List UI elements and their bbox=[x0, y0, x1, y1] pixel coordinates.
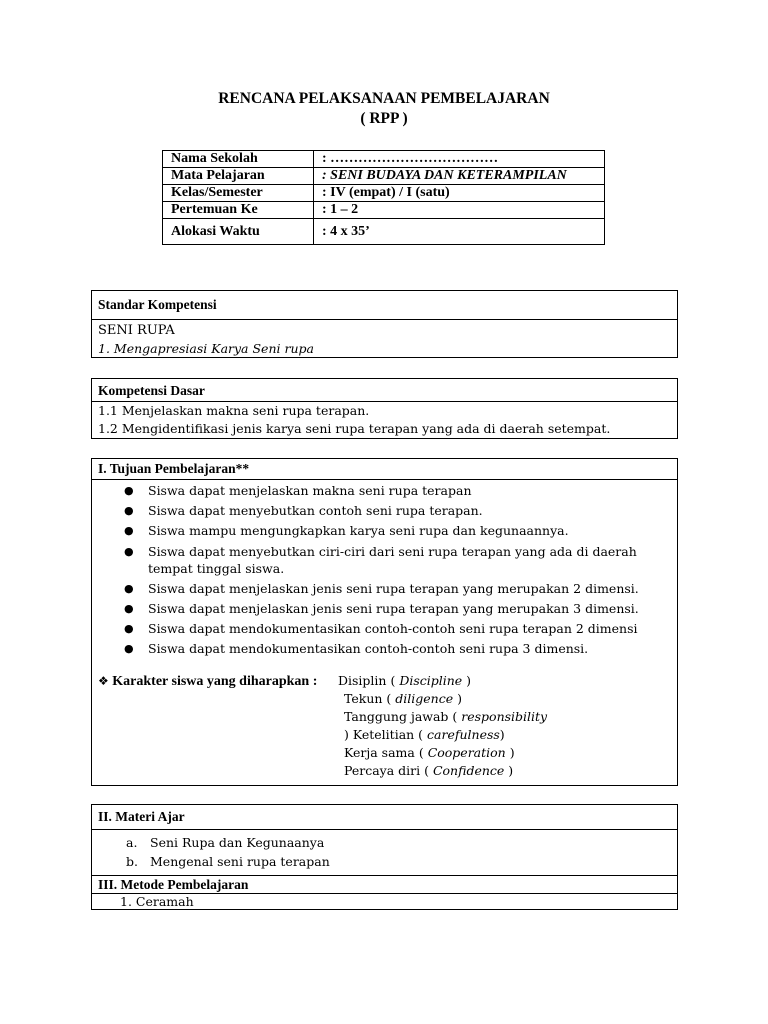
info-row bbox=[163, 202, 605, 219]
document-title: RENCANA PELAKSANAAN PEMBELAJARAN bbox=[218, 90, 550, 107]
bullet-icon: ● bbox=[124, 524, 134, 537]
karakter-block bbox=[98, 672, 671, 777]
section-body bbox=[92, 830, 677, 876]
info-label: Pertemuan Ke bbox=[163, 202, 314, 219]
bullet-icon: ● bbox=[124, 582, 134, 595]
section-header: I. Tujuan Pembelajaran** bbox=[92, 459, 677, 480]
bullet-icon: ● bbox=[124, 484, 134, 497]
info-row bbox=[163, 151, 605, 168]
karakter-item: Percaya diri ( Confidence ) bbox=[344, 763, 514, 778]
bullet-icon: ● bbox=[124, 545, 134, 558]
info-label: Nama Sekolah bbox=[163, 151, 314, 168]
info-label: Mata Pelajaran bbox=[163, 168, 314, 185]
competency-item: 1.2 Mengidentifikasi jenis karya seni rupa terapan yang ada di daerah setempat. bbox=[98, 421, 611, 436]
competency-item: 1. Mengapresiasi Karya Seni rupa bbox=[98, 341, 314, 356]
kompetensi-dasar-box bbox=[91, 378, 678, 439]
bullet-icon: ● bbox=[124, 602, 134, 615]
list-item: b. Mengenal seni rupa terapan bbox=[126, 854, 330, 869]
karakter-list bbox=[338, 672, 548, 780]
materi-metode-box bbox=[91, 804, 678, 910]
list-item: ● Siswa dapat menjelaskan makna seni rupa terapan bbox=[124, 481, 671, 501]
tujuan-box bbox=[91, 458, 678, 786]
materi-list bbox=[98, 833, 671, 871]
section-header: Standar Kompetensi bbox=[92, 291, 677, 320]
info-value: : IV (empat) / I (satu) bbox=[314, 185, 605, 202]
list-item: ● Siswa dapat mendokumentasikan contoh-contoh seni rupa 3 dimensi. bbox=[124, 639, 671, 659]
karakter-item: Disiplin ( Discipline ) bbox=[338, 673, 472, 688]
objective-list bbox=[98, 481, 671, 659]
info-label: Alokasi Waktu bbox=[163, 219, 314, 245]
list-item: ● Siswa dapat menjelaskan jenis seni rupa terapan yang merupakan 2 dimensi. bbox=[124, 579, 671, 599]
info-value: : ……………………………… bbox=[314, 151, 605, 168]
competency-area: SENI RUPA bbox=[98, 323, 175, 338]
competency-item: 1.1 Menjelaskan makna seni rupa terapan. bbox=[98, 403, 370, 418]
karakter-item: Tekun ( diligence ) bbox=[344, 691, 462, 706]
karakter-item: Kerja sama ( Cooperation ) bbox=[344, 745, 515, 760]
karakter-item: Tanggung jawab ( responsibility bbox=[344, 709, 548, 724]
info-row bbox=[163, 168, 605, 185]
bullet-icon: ● bbox=[124, 504, 134, 517]
document-subtitle: ( RPP ) bbox=[360, 110, 408, 127]
bullet-icon: ● bbox=[124, 622, 134, 635]
diamond-bullet-icon: ❖ bbox=[98, 674, 109, 688]
info-row bbox=[163, 219, 605, 245]
section-header: II. Materi Ajar bbox=[92, 805, 677, 830]
info-label: Kelas/Semester bbox=[163, 185, 314, 202]
list-item: a. Seni Rupa dan Kegunaanya bbox=[126, 835, 325, 850]
section-body bbox=[92, 402, 677, 438]
list-item: ● Siswa dapat mendokumentasikan contoh-contoh seni rupa terapan 2 dimensi bbox=[124, 619, 671, 639]
bullet-icon: ● bbox=[124, 642, 134, 655]
info-table bbox=[162, 150, 605, 245]
info-value: : 4 x 35’ bbox=[314, 219, 605, 245]
info-value: : 1 – 2 bbox=[314, 202, 605, 219]
list-item: ● Siswa mampu mengungkapkan karya seni rupa dan kegunaannya. bbox=[124, 521, 671, 541]
list-item: ● Siswa dapat menyebutkan contoh seni rupa terapan. bbox=[124, 501, 671, 521]
section-body bbox=[92, 320, 677, 358]
standar-kompetensi-box bbox=[91, 290, 678, 358]
list-item: ● Siswa dapat menjelaskan jenis seni rupa terapan yang merupakan 3 dimensi. bbox=[124, 599, 671, 619]
section-header: Kompetensi Dasar bbox=[92, 379, 677, 402]
list-item: ● Siswa dapat menyebutkan ciri-ciri dari seni rupa terapan yang ada di daerah tempat tinggal siswa. bbox=[124, 544, 637, 576]
karakter-item: ) Ketelitian ( carefulness) bbox=[344, 727, 505, 742]
section-body bbox=[92, 480, 677, 777]
karakter-label: ❖ Karakter siswa yang diharapkan : bbox=[98, 674, 318, 689]
section-header: III. Metode Pembelajaran bbox=[92, 876, 677, 894]
info-value: : SENI BUDAYA DAN KETERAMPILAN bbox=[314, 168, 605, 185]
metode-item: 1. Ceramah bbox=[120, 894, 194, 909]
info-row bbox=[163, 185, 605, 202]
